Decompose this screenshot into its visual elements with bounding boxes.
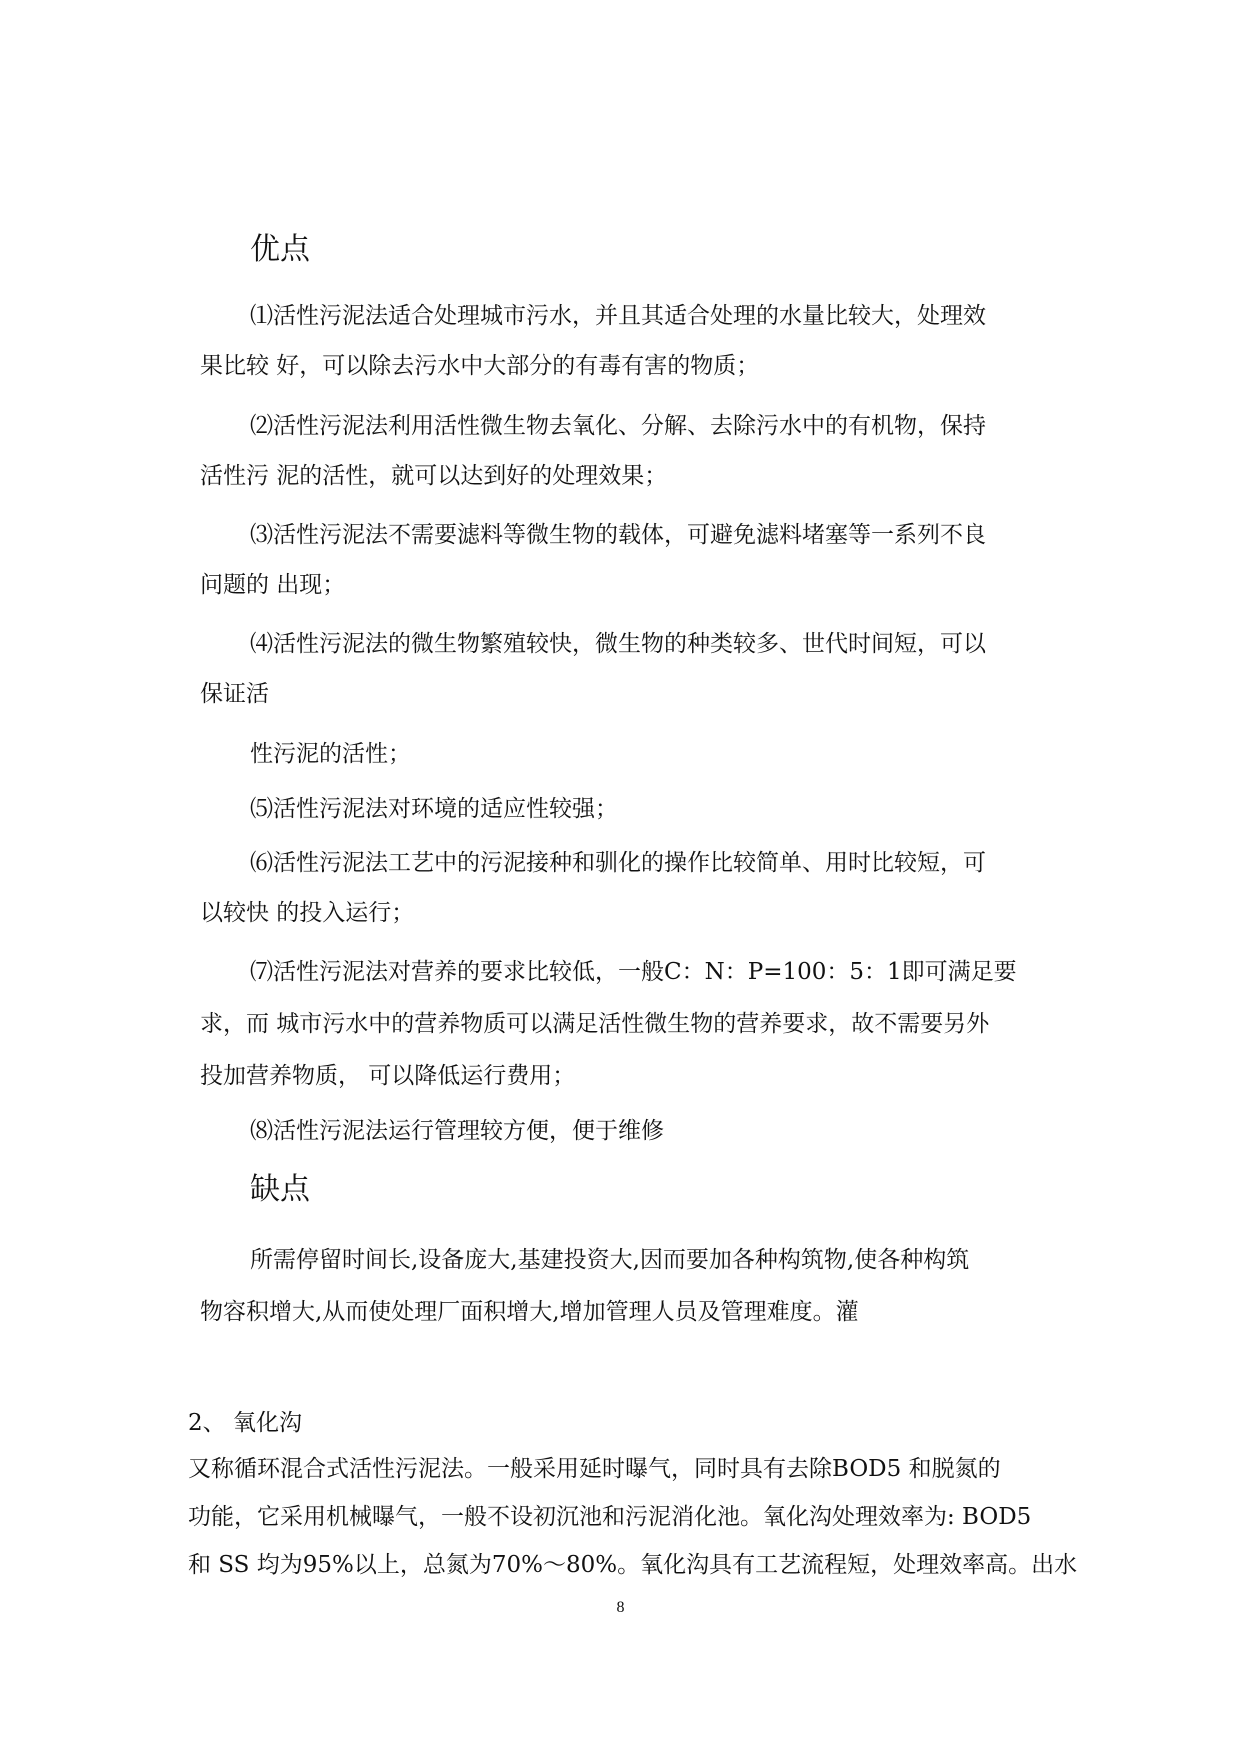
- advantages-heading: 优点: [250, 232, 310, 267]
- page-number: 8: [616, 1599, 625, 1616]
- advantage-6-line-2: 以较快 的投入运行；: [200, 900, 415, 926]
- advantage-7-line-2: 求，而 城市污水中的营养物质可以满足活性微生物的营养要求，故不需要另外: [200, 1011, 990, 1037]
- advantage-3-line-1: ⑶活性污泥法不需要滤料等微生物的载体，可避免滤料堵塞等一系列不良: [250, 522, 986, 548]
- disadvantages-line-1: 所需停留时间长,设备庞大,基建投资大,因而要加各种构筑物,使各种构筑: [250, 1247, 970, 1273]
- advantage-4-line-3: 性污泥的活性；: [250, 741, 411, 767]
- advantage-7-line-3: 投加营养物质， 可以降低运行费用；: [200, 1063, 576, 1089]
- advantage-3-line-2: 问题的 出现；: [200, 572, 346, 598]
- advantage-8-line-1: ⑻活性污泥法运行管理较方便，便于维修: [250, 1118, 664, 1144]
- section-title-oxidation-ditch: 2、 氧化沟: [188, 1410, 302, 1436]
- disadvantages-line-2: 物容积增大,从而使处理厂面积增大,增加管理人员及管理难度。灌: [200, 1299, 859, 1325]
- advantage-1-line-2: 果比较 好，可以除去污水中大部分的有毒有害的物质；: [200, 353, 760, 379]
- disadvantages-heading: 缺点: [250, 1172, 310, 1207]
- advantage-1-line-1: ⑴活性污泥法适合处理城市污水，并且其适合处理的水量比较大，处理效: [250, 303, 986, 329]
- advantage-4-line-2: 保证活: [200, 681, 269, 707]
- advantage-4-line-1: ⑷活性污泥法的微生物繁殖较快，微生物的种类较多、世代时间短，可以: [250, 631, 986, 657]
- advantage-2-line-2: 活性污 泥的活性，就可以达到好的处理效果；: [200, 463, 668, 489]
- oxidation-ditch-line-1: 又称循环混合式活性污泥法。一般采用延时曝气，同时具有去除BOD5 和脱氮的: [188, 1456, 1001, 1482]
- advantage-6-line-1: ⑹活性污泥法工艺中的污泥接种和驯化的操作比较简单、用时比较短，可: [250, 850, 986, 876]
- oxidation-ditch-line-2: 功能，它采用机械曝气，一般不设初沉池和污泥消化池。氧化沟处理效率为: BOD5: [188, 1504, 1032, 1530]
- advantage-2-line-1: ⑵活性污泥法利用活性微生物去氧化、分解、去除污水中的有机物，保持: [250, 413, 986, 439]
- advantage-7-line-1: ⑺活性污泥法对营养的要求比较低，一般C：N：P=100：5：1即可满足要: [250, 959, 1017, 985]
- advantage-5-line-1: ⑸活性污泥法对环境的适应性较强；: [250, 796, 618, 822]
- oxidation-ditch-line-3: 和 SS 均为95%以上，总氮为70%～80%。氧化沟具有工艺流程短，处理效率高。出水: [188, 1552, 1078, 1578]
